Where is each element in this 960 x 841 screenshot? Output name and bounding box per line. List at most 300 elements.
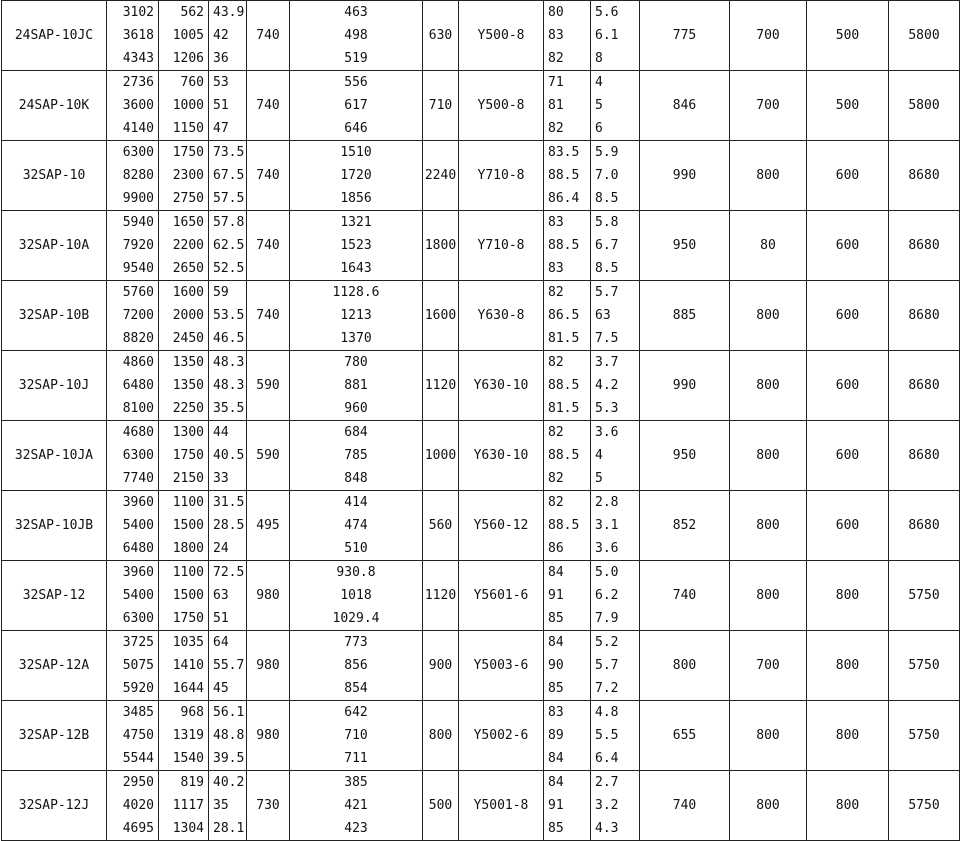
npsh-cell-value: 5.3 [595, 401, 619, 416]
outlet-dia-cell: 600 [807, 491, 889, 561]
motor-model-cell: Y500-8 [459, 1, 544, 71]
shaft-power-cell-value: 1321 [340, 215, 372, 230]
npsh-cell-value: 6 [595, 121, 603, 136]
flow-ls-cell-value: 1117 [172, 798, 204, 813]
model-cell: 32SAP-10B [2, 281, 107, 351]
efficiency-cell-value: 81.5 [548, 401, 580, 416]
flow-ls-cell [159, 1, 209, 71]
flow-ls-cell-value: 1500 [172, 588, 204, 603]
flow-m3h-cell-value: 7920 [122, 238, 154, 253]
model-cell: 24SAP-10JC [2, 1, 107, 71]
head-cell [209, 211, 247, 281]
outlet-dia-cell: 600 [807, 421, 889, 491]
flow-m3h-cell [107, 631, 159, 701]
shaft-power-cell-value: 1128.6 [332, 285, 380, 300]
npsh-cell-value: 5.2 [595, 635, 619, 650]
impeller-dia-cell: 950 [640, 211, 730, 281]
model-cell: 32SAP-10 [2, 141, 107, 211]
flow-ls-cell-value: 1750 [172, 448, 204, 463]
motor-model-cell: Y710-8 [459, 141, 544, 211]
flow-ls-cell-value: 2150 [172, 471, 204, 486]
head-cell-value: 42 [213, 28, 229, 43]
efficiency-cell-value: 88.5 [548, 168, 580, 183]
flow-m3h-cell [107, 561, 159, 631]
flow-m3h-cell [107, 701, 159, 771]
weight-cell: 5750 [889, 631, 960, 701]
flow-ls-cell-value: 2300 [172, 168, 204, 183]
outlet-dia-cell: 600 [807, 141, 889, 211]
outlet-dia-cell: 600 [807, 211, 889, 281]
flow-ls-cell-value: 2650 [172, 261, 204, 276]
head-cell-value: 31.5 [213, 495, 245, 510]
npsh-cell-value: 4.8 [595, 705, 619, 720]
head-cell-value: 72.5 [213, 565, 245, 580]
efficiency-cell-value: 86.4 [548, 191, 580, 206]
model-cell: 32SAP-12 [2, 561, 107, 631]
flow-m3h-cell-value: 5920 [122, 681, 154, 696]
npsh-cell [591, 71, 640, 141]
flow-ls-cell-value: 2750 [172, 191, 204, 206]
head-cell-value: 62.5 [213, 238, 245, 253]
flow-ls-cell [159, 561, 209, 631]
outlet-dia-cell: 800 [807, 771, 889, 841]
npsh-cell-value: 2.8 [595, 495, 619, 510]
efficiency-cell [544, 631, 591, 701]
efficiency-cell-value: 91 [548, 588, 564, 603]
flow-ls-cell [159, 631, 209, 701]
shaft-power-cell-value: 856 [344, 658, 368, 673]
table-row [2, 141, 960, 211]
shaft-power-cell-value: 423 [344, 821, 368, 836]
efficiency-cell-value: 83 [548, 261, 564, 276]
table-row [2, 71, 960, 141]
npsh-cell-value: 7.0 [595, 168, 619, 183]
shaft-power-cell [290, 701, 423, 771]
model-cell: 24SAP-10K [2, 71, 107, 141]
shaft-power-cell-value: 1720 [340, 168, 372, 183]
shaft-power-cell [290, 351, 423, 421]
speed-cell: 590 [247, 351, 290, 421]
impeller-dia-cell: 800 [640, 631, 730, 701]
impeller-dia-cell: 852 [640, 491, 730, 561]
flow-ls-cell-value: 562 [180, 5, 204, 20]
motor-model-cell: Y5003-6 [459, 631, 544, 701]
flow-ls-cell-value: 1005 [172, 28, 204, 43]
table-row [2, 631, 960, 701]
head-cell-value: 43.9 [213, 5, 245, 20]
efficiency-cell-value: 85 [548, 821, 564, 836]
head-cell-value: 35.5 [213, 401, 245, 416]
flow-m3h-cell-value: 2950 [122, 775, 154, 790]
inlet-dia-cell: 800 [730, 421, 807, 491]
head-cell [209, 561, 247, 631]
flow-ls-cell-value: 1500 [172, 518, 204, 533]
npsh-cell-value: 2.7 [595, 775, 619, 790]
inlet-dia-cell: 800 [730, 701, 807, 771]
head-cell [209, 281, 247, 351]
npsh-cell-value: 6.1 [595, 28, 619, 43]
weight-cell: 5750 [889, 771, 960, 841]
flow-ls-cell [159, 71, 209, 141]
shaft-power-cell-value: 1029.4 [332, 611, 380, 626]
npsh-cell [591, 281, 640, 351]
table-row [2, 491, 960, 561]
table-row [2, 421, 960, 491]
motor-power-cell: 710 [423, 71, 459, 141]
flow-m3h-cell-value: 5760 [122, 285, 154, 300]
head-cell [209, 631, 247, 701]
npsh-cell [591, 351, 640, 421]
motor-power-cell: 1120 [423, 561, 459, 631]
flow-m3h-cell-value: 9900 [122, 191, 154, 206]
efficiency-cell [544, 491, 591, 561]
npsh-cell-value: 5 [595, 98, 603, 113]
flow-m3h-cell-value: 6300 [122, 145, 154, 160]
inlet-dia-cell: 800 [730, 771, 807, 841]
npsh-cell-value: 6.7 [595, 238, 619, 253]
head-cell-value: 40.2 [213, 775, 245, 790]
head-cell [209, 71, 247, 141]
head-cell-value: 39.5 [213, 751, 245, 766]
efficiency-cell-value: 83.5 [548, 145, 580, 160]
impeller-dia-cell: 740 [640, 561, 730, 631]
motor-power-cell: 2240 [423, 141, 459, 211]
table-row [2, 351, 960, 421]
npsh-cell-value: 5.7 [595, 285, 619, 300]
shaft-power-cell-value: 848 [344, 471, 368, 486]
speed-cell: 980 [247, 561, 290, 631]
shaft-power-cell-value: 510 [344, 541, 368, 556]
head-cell-value: 28.1 [213, 821, 245, 836]
head-cell-value: 45 [213, 681, 229, 696]
model-cell: 32SAP-10JA [2, 421, 107, 491]
efficiency-cell-value: 82 [548, 495, 564, 510]
model-cell: 32SAP-12A [2, 631, 107, 701]
head-cell-value: 24 [213, 541, 229, 556]
table-row [2, 281, 960, 351]
impeller-dia-cell: 885 [640, 281, 730, 351]
shaft-power-cell [290, 211, 423, 281]
efficiency-cell-value: 82 [548, 121, 564, 136]
shaft-power-cell-value: 474 [344, 518, 368, 533]
flow-m3h-cell-value: 6300 [122, 448, 154, 463]
npsh-cell-value: 4.2 [595, 378, 619, 393]
weight-cell: 8680 [889, 421, 960, 491]
flow-m3h-cell [107, 351, 159, 421]
efficiency-cell-value: 83 [548, 28, 564, 43]
table-row [2, 771, 960, 841]
speed-cell: 740 [247, 211, 290, 281]
efficiency-cell-value: 82 [548, 51, 564, 66]
flow-ls-cell [159, 211, 209, 281]
npsh-cell-value: 8 [595, 51, 603, 66]
inlet-dia-cell: 800 [730, 141, 807, 211]
flow-m3h-cell-value: 6480 [122, 541, 154, 556]
impeller-dia-cell: 950 [640, 421, 730, 491]
flow-ls-cell [159, 281, 209, 351]
motor-power-cell: 1120 [423, 351, 459, 421]
efficiency-cell-value: 91 [548, 798, 564, 813]
flow-m3h-cell [107, 421, 159, 491]
head-cell-value: 53.5 [213, 308, 245, 323]
motor-power-cell: 630 [423, 1, 459, 71]
npsh-cell-value: 3.2 [595, 798, 619, 813]
shaft-power-cell-value: 1510 [340, 145, 372, 160]
flow-ls-cell-value: 1750 [172, 145, 204, 160]
flow-ls-cell-value: 2250 [172, 401, 204, 416]
head-cell-value: 51 [213, 98, 229, 113]
speed-cell: 590 [247, 421, 290, 491]
inlet-dia-cell: 800 [730, 351, 807, 421]
shaft-power-cell-value: 498 [344, 28, 368, 43]
motor-power-cell: 1600 [423, 281, 459, 351]
efficiency-cell [544, 281, 591, 351]
efficiency-cell-value: 84 [548, 751, 564, 766]
weight-cell: 8680 [889, 281, 960, 351]
speed-cell: 730 [247, 771, 290, 841]
efficiency-cell-value: 85 [548, 611, 564, 626]
flow-m3h-cell [107, 771, 159, 841]
npsh-cell-value: 3.6 [595, 425, 619, 440]
flow-ls-cell-value: 1600 [172, 285, 204, 300]
shaft-power-cell [290, 281, 423, 351]
flow-ls-cell-value: 760 [180, 75, 204, 90]
flow-m3h-cell-value: 4140 [122, 121, 154, 136]
impeller-dia-cell: 775 [640, 1, 730, 71]
npsh-cell-value: 8.5 [595, 191, 619, 206]
table-row [2, 211, 960, 281]
flow-m3h-cell-value: 4020 [122, 798, 154, 813]
shaft-power-cell-value: 881 [344, 378, 368, 393]
weight-cell: 5800 [889, 1, 960, 71]
shaft-power-cell [290, 491, 423, 561]
npsh-cell-value: 4.3 [595, 821, 619, 836]
head-cell-value: 57.8 [213, 215, 245, 230]
efficiency-cell-value: 84 [548, 565, 564, 580]
flow-m3h-cell-value: 3102 [122, 5, 154, 20]
npsh-cell-value: 5.5 [595, 728, 619, 743]
flow-m3h-cell-value: 2736 [122, 75, 154, 90]
shaft-power-cell-value: 1523 [340, 238, 372, 253]
shaft-power-cell-value: 421 [344, 798, 368, 813]
npsh-cell-value: 7.2 [595, 681, 619, 696]
flow-ls-cell [159, 351, 209, 421]
head-cell-value: 35 [213, 798, 229, 813]
pump-spec-table [1, 0, 960, 841]
shaft-power-cell-value: 519 [344, 51, 368, 66]
shaft-power-cell-value: 780 [344, 355, 368, 370]
shaft-power-cell [290, 771, 423, 841]
flow-m3h-cell-value: 7740 [122, 471, 154, 486]
shaft-power-cell-value: 1856 [340, 191, 372, 206]
npsh-cell-value: 8.5 [595, 261, 619, 276]
shaft-power-cell-value: 414 [344, 495, 368, 510]
npsh-cell-value: 3.7 [595, 355, 619, 370]
outlet-dia-cell: 600 [807, 281, 889, 351]
efficiency-cell-value: 82 [548, 471, 564, 486]
efficiency-cell [544, 701, 591, 771]
npsh-cell-value: 3.1 [595, 518, 619, 533]
motor-model-cell: Y5002-6 [459, 701, 544, 771]
flow-m3h-cell [107, 491, 159, 561]
head-cell [209, 491, 247, 561]
speed-cell: 495 [247, 491, 290, 561]
speed-cell: 740 [247, 1, 290, 71]
head-cell-value: 33 [213, 471, 229, 486]
npsh-cell-value: 5.0 [595, 565, 619, 580]
npsh-cell [591, 211, 640, 281]
table-body [2, 1, 960, 841]
shaft-power-cell [290, 631, 423, 701]
flow-m3h-cell-value: 4860 [122, 355, 154, 370]
shaft-power-cell-value: 710 [344, 728, 368, 743]
table-row [2, 701, 960, 771]
flow-m3h-cell-value: 4750 [122, 728, 154, 743]
head-cell-value: 44 [213, 425, 229, 440]
efficiency-cell-value: 84 [548, 635, 564, 650]
weight-cell: 8680 [889, 351, 960, 421]
efficiency-cell-value: 82 [548, 355, 564, 370]
flow-m3h-cell-value: 6480 [122, 378, 154, 393]
flow-ls-cell-value: 1644 [172, 681, 204, 696]
shaft-power-cell-value: 385 [344, 775, 368, 790]
model-cell: 32SAP-12J [2, 771, 107, 841]
efficiency-cell-value: 81.5 [548, 331, 580, 346]
flow-ls-cell [159, 701, 209, 771]
head-cell [209, 141, 247, 211]
flow-ls-cell [159, 141, 209, 211]
flow-ls-cell [159, 771, 209, 841]
shaft-power-cell-value: 617 [344, 98, 368, 113]
npsh-cell-value: 5.7 [595, 658, 619, 673]
head-cell-value: 48.3 [213, 355, 245, 370]
efficiency-cell-value: 86.5 [548, 308, 580, 323]
efficiency-cell-value: 85 [548, 681, 564, 696]
flow-m3h-cell-value: 9540 [122, 261, 154, 276]
head-cell-value: 28.5 [213, 518, 245, 533]
inlet-dia-cell: 700 [730, 71, 807, 141]
speed-cell: 740 [247, 281, 290, 351]
shaft-power-cell [290, 141, 423, 211]
flow-ls-cell [159, 421, 209, 491]
efficiency-cell-value: 90 [548, 658, 564, 673]
inlet-dia-cell: 80 [730, 211, 807, 281]
efficiency-cell-value: 82 [548, 425, 564, 440]
efficiency-cell-value: 88.5 [548, 378, 580, 393]
flow-ls-cell-value: 1650 [172, 215, 204, 230]
flow-ls-cell-value: 1750 [172, 611, 204, 626]
shaft-power-cell-value: 684 [344, 425, 368, 440]
outlet-dia-cell: 800 [807, 561, 889, 631]
model-cell: 32SAP-10J [2, 351, 107, 421]
efficiency-cell-value: 80 [548, 5, 564, 20]
flow-m3h-cell-value: 8100 [122, 401, 154, 416]
efficiency-cell-value: 88.5 [548, 518, 580, 533]
shaft-power-cell-value: 1370 [340, 331, 372, 346]
speed-cell: 740 [247, 71, 290, 141]
flow-m3h-cell-value: 3600 [122, 98, 154, 113]
outlet-dia-cell: 800 [807, 631, 889, 701]
npsh-cell-value: 5.6 [595, 5, 619, 20]
shaft-power-cell-value: 463 [344, 5, 368, 20]
flow-ls-cell-value: 1304 [172, 821, 204, 836]
flow-ls-cell-value: 2200 [172, 238, 204, 253]
motor-model-cell: Y560-12 [459, 491, 544, 561]
flow-m3h-cell [107, 141, 159, 211]
flow-ls-cell-value: 1206 [172, 51, 204, 66]
flow-ls-cell-value: 968 [180, 705, 204, 720]
npsh-cell-value: 4 [595, 448, 603, 463]
motor-model-cell: Y630-10 [459, 421, 544, 491]
flow-m3h-cell-value: 4680 [122, 425, 154, 440]
npsh-cell [591, 631, 640, 701]
npsh-cell [591, 561, 640, 631]
efficiency-cell-value: 82 [548, 285, 564, 300]
speed-cell: 740 [247, 141, 290, 211]
shaft-power-cell-value: 646 [344, 121, 368, 136]
weight-cell: 8680 [889, 141, 960, 211]
efficiency-cell-value: 83 [548, 215, 564, 230]
outlet-dia-cell: 600 [807, 351, 889, 421]
flow-m3h-cell-value: 3960 [122, 565, 154, 580]
inlet-dia-cell: 700 [730, 631, 807, 701]
flow-ls-cell-value: 819 [180, 775, 204, 790]
outlet-dia-cell: 800 [807, 701, 889, 771]
head-cell [209, 771, 247, 841]
flow-m3h-cell-value: 5400 [122, 588, 154, 603]
head-cell-value: 47 [213, 121, 229, 136]
head-cell-value: 64 [213, 635, 229, 650]
npsh-cell-value: 4 [595, 75, 603, 90]
flow-ls-cell-value: 1800 [172, 541, 204, 556]
flow-ls-cell-value: 1000 [172, 98, 204, 113]
flow-ls-cell-value: 1035 [172, 635, 204, 650]
shaft-power-cell-value: 785 [344, 448, 368, 463]
head-cell-value: 36 [213, 51, 229, 66]
efficiency-cell [544, 421, 591, 491]
impeller-dia-cell: 740 [640, 771, 730, 841]
npsh-cell-value: 5 [595, 471, 603, 486]
head-cell-value: 57.5 [213, 191, 245, 206]
flow-m3h-cell-value: 5544 [122, 751, 154, 766]
flow-ls-cell-value: 1319 [172, 728, 204, 743]
efficiency-cell-value: 86 [548, 541, 564, 556]
npsh-cell-value: 5.8 [595, 215, 619, 230]
outlet-dia-cell: 500 [807, 71, 889, 141]
npsh-cell [591, 771, 640, 841]
npsh-cell-value: 7.5 [595, 331, 619, 346]
flow-m3h-cell-value: 3960 [122, 495, 154, 510]
flow-m3h-cell [107, 211, 159, 281]
head-cell-value: 63 [213, 588, 229, 603]
motor-power-cell: 1800 [423, 211, 459, 281]
flow-m3h-cell-value: 5075 [122, 658, 154, 673]
motor-power-cell: 560 [423, 491, 459, 561]
flow-m3h-cell-value: 4343 [122, 51, 154, 66]
flow-ls-cell-value: 2450 [172, 331, 204, 346]
flow-ls-cell-value: 1410 [172, 658, 204, 673]
head-cell-value: 73.5 [213, 145, 245, 160]
head-cell-value: 53 [213, 75, 229, 90]
npsh-cell [591, 141, 640, 211]
flow-ls-cell-value: 1540 [172, 751, 204, 766]
efficiency-cell-value: 83 [548, 705, 564, 720]
flow-ls-cell-value: 1350 [172, 355, 204, 370]
head-cell-value: 55.7 [213, 658, 245, 673]
efficiency-cell [544, 1, 591, 71]
npsh-cell-value: 63 [595, 308, 611, 323]
motor-model-cell: Y630-10 [459, 351, 544, 421]
